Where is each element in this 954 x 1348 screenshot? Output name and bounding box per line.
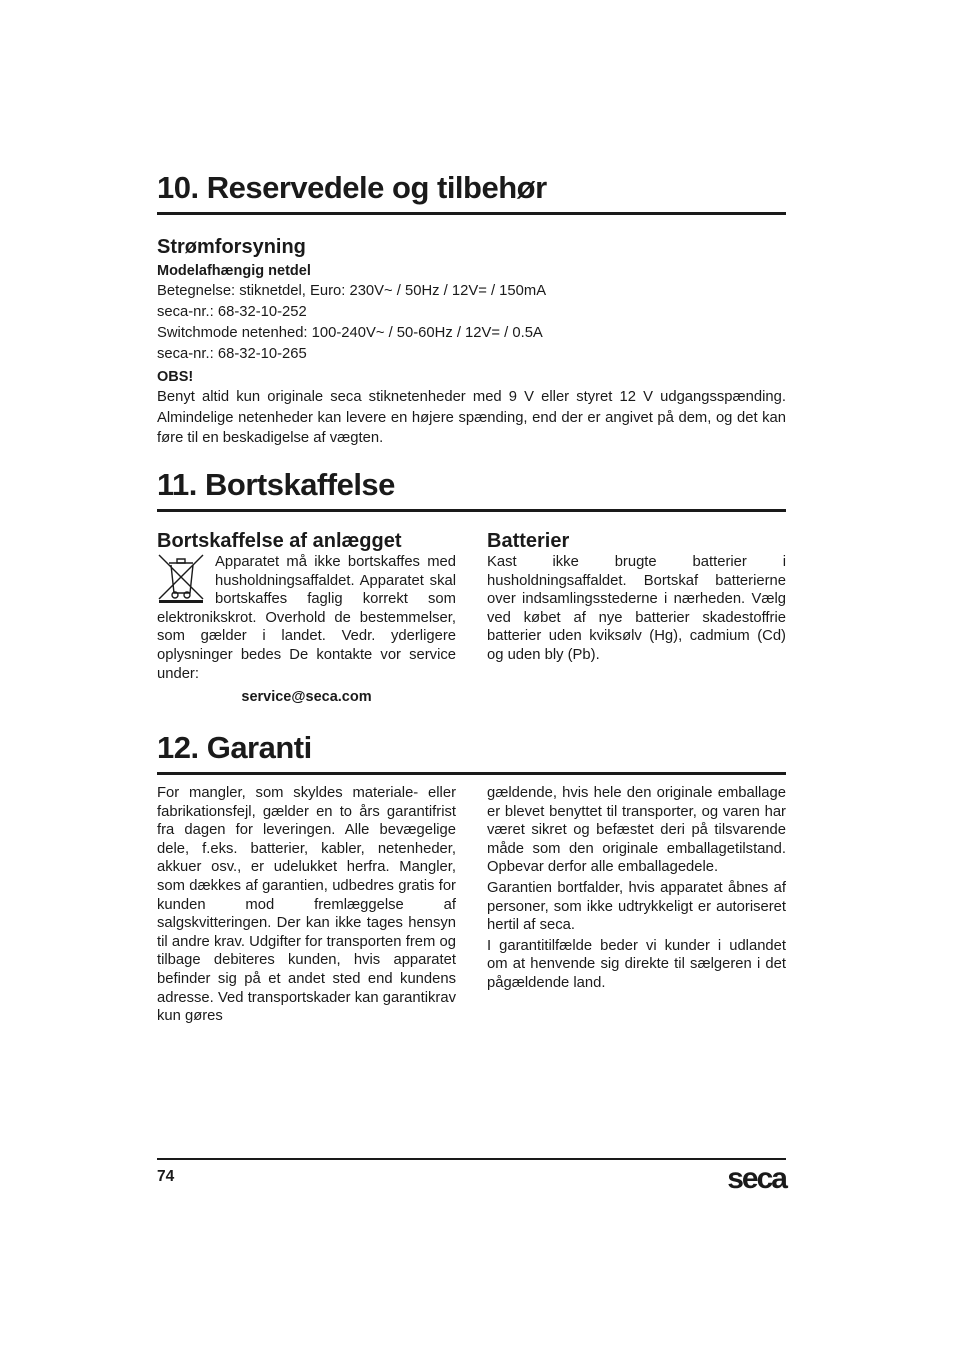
disposal-device-column [157, 529, 456, 707]
warranty-text-right-2: Garantien bortfalder, hvis apparatet åbnes af personer, som ikke udtrykkeligt er autoriseret hertil af seca. [487, 879, 786, 934]
spec-line: seca-nr.: 68-32-10-265 [157, 346, 307, 362]
section-11-title: 11. Bortskaffelse [157, 467, 786, 512]
spec-line: Betegnelse: stiknetdel, Euro: 230V~ / 50Hz / 12V= / 150mA [157, 283, 547, 299]
section-warranty [157, 730, 786, 1025]
warranty-text-right-3: I garantitilfælde beder vi kunder i udlandet om at henvende sig direkte til sælgeren i det pågældende land. [487, 937, 786, 991]
batteries-text: Kast ikke brugte batterier i husholdningsaffaldet. Bortskaf batterierne over indsamlingsstederne i nærheden. Vælg ved købet af nye batterier skadestoffrie batterier uden kviksølv (Hg), cadmium (Cd) og uden bly (Pb). [487, 554, 786, 663]
section-10-title: 10. Reservedele og tilbehør [157, 170, 786, 215]
power-supply-heading: Strømforsyning [157, 236, 306, 258]
note-label: OBS! [157, 369, 194, 385]
section-12-title: 12. Garanti [157, 730, 786, 775]
section-disposal [157, 467, 786, 706]
page-footer [157, 1158, 786, 1195]
model-dependent-heading: Modelafhængig netdel [157, 263, 311, 279]
batteries-column [487, 529, 786, 665]
service-email-link[interactable]: service@seca.com [241, 689, 372, 706]
page-number: 74 [157, 1168, 175, 1185]
note-text: Benyt altid kun originale seca stiknetenheder med 9 V eller styret 12 V udgangsspænding. Almindelige netenheder kan levere en højere spænding, end der er angivet på dem, og det kan føre til en beskadigelse af vægten. [157, 389, 786, 446]
crossed-out-wheelie-bin-icon [157, 553, 207, 605]
seca-logo: seca [727, 1162, 786, 1195]
warranty-text-left: For mangler, som skyldes materiale- eller fabrikationsfejl, gælder en to års garantifrist fra dagen for leveringen. Alle bevægelige dele, f.eks. batterier, kabler, netenheder, akkuer osv., er udelukket herfra. Mangler, som dækkes af garantien, udbedres gratis for kunden mod fremlæggelse af salgskvitteringen. Der kan ikke tages hensyn til andre krav. Udgifter for transporten frem og tilbage debiteres kunden, hvis apparatet befinder sig på et andet sted end kundens adresse. Ved transportskader kan garantikrav kun gøres [157, 785, 456, 1025]
warranty-text-right-1: gældende, hvis hele den originale emballage er blevet benyttet til transporter, og varen har været sikret og befæstet deri på tilsvarende måde som den originale emballagetilstand. Opbevar derfor alle emballagedele. [487, 785, 786, 876]
device-disposal-text: Apparatet må ikke bortskaffes med husholdningsaffaldet. Apparatet skal bortskaffes faglig korrekt som elektronikskrot. Overhold de bestemmelser, som gælder i landet. Vedr. yderligere oplysninger bedes De kontakte vor service under: [157, 554, 456, 682]
section-spare-parts [157, 170, 786, 449]
spec-line: seca-nr.: 68-32-10-252 [157, 304, 307, 320]
device-disposal-heading: Bortskaffelse af anlægget [157, 530, 402, 552]
warranty-right-column [487, 784, 786, 993]
spec-line: Switchmode netenhed: 100-240V~ / 50-60Hz / 12V= / 0.5A [157, 325, 543, 341]
batteries-heading: Batterier [487, 530, 570, 552]
warranty-left-column [157, 784, 456, 1026]
